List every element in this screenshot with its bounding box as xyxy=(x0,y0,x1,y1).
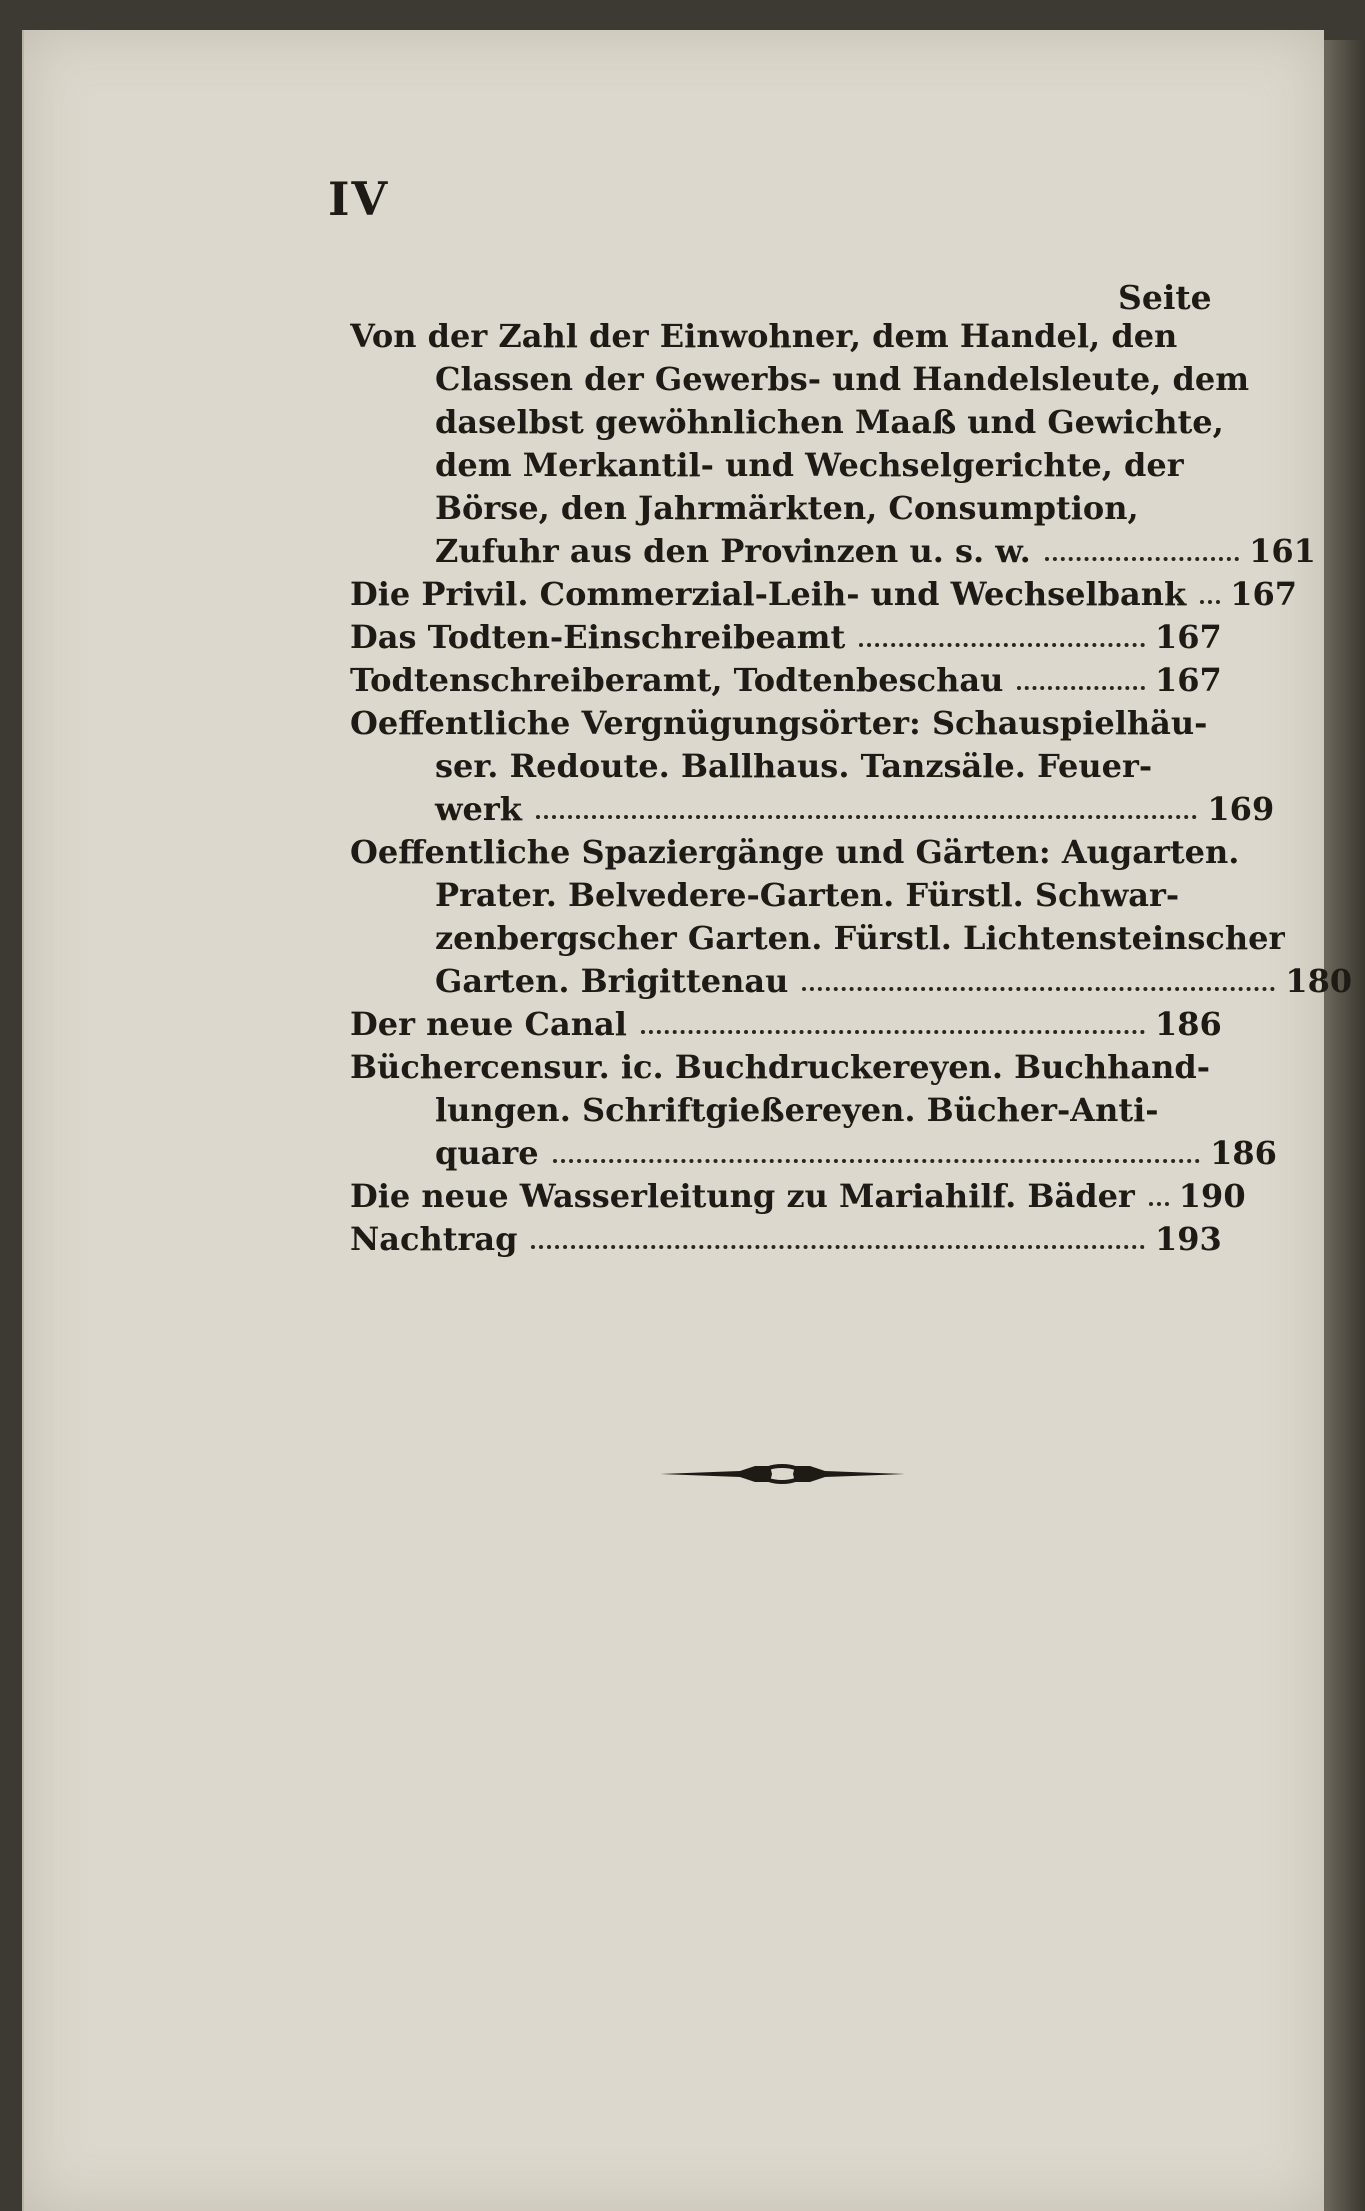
toc-entry-line: Die neue Wasserleitung zu Mariahilf. Bäder xyxy=(350,1177,1135,1215)
toc-entry-line: Todtenschreiberamt, Todtenbeschau xyxy=(350,661,1004,699)
toc-page-number: 186 xyxy=(1155,1005,1222,1043)
toc-entry xyxy=(350,1175,1246,1218)
toc-entry-text xyxy=(350,315,1249,573)
toc-entry xyxy=(350,1046,1277,1175)
toc-page-number: 169 xyxy=(1207,790,1275,828)
toc-entry-line: Classen der Gewerbs- und Handelsleute, dem xyxy=(435,360,1250,398)
toc-entry xyxy=(350,659,1222,702)
toc-entry-line: Von der Zahl der Einwohner, dem Handel, den xyxy=(350,317,1178,355)
dot-leader xyxy=(802,987,1275,991)
toc-entry xyxy=(350,1003,1222,1046)
toc-entry-line: ser. Redoute. Ballhaus. Tanzsäle. Feuer- xyxy=(435,747,1153,785)
toc-entry-line: lungen. Schriftgießereyen. Bücher-Anti- xyxy=(435,1091,1159,1129)
toc-entry-line: daselbst gewöhnlichen Maaß und Gewichte, xyxy=(435,403,1224,441)
toc-entry-line: zenbergscher Garten. Fürstl. Lichtensteinscher xyxy=(435,919,1286,957)
toc-entry-text xyxy=(350,573,1230,616)
toc-entry-text xyxy=(350,1218,1155,1261)
table-of-contents xyxy=(350,315,1353,1261)
toc-entry-line: Prater. Belvedere-Garten. Fürstl. Schwar- xyxy=(435,876,1180,914)
toc-entry xyxy=(350,1218,1222,1261)
toc-page-number: 167 xyxy=(1155,618,1222,656)
toc-page-number: 167 xyxy=(1155,661,1222,699)
toc-entry-text xyxy=(350,1046,1210,1175)
toc-page-number: 167 xyxy=(1230,575,1297,613)
toc-entry-line: Garten. Brigittenau xyxy=(435,962,789,1000)
toc-page-number: 193 xyxy=(1155,1220,1222,1258)
toc-entry xyxy=(350,616,1222,659)
toc-entry-text xyxy=(350,616,1155,659)
toc-entry-text xyxy=(350,659,1155,702)
toc-entry-line: dem Merkantil- und Wechselgerichte, der xyxy=(435,446,1184,484)
dot-leader xyxy=(1045,557,1239,561)
toc-entry-line: Der neue Canal xyxy=(350,1005,627,1043)
toc-page-number: 190 xyxy=(1178,1177,1246,1215)
toc-entry-line: Büchercensur. ic. Buchdruckereyen. Buchhand- xyxy=(350,1048,1211,1086)
toc-page-number: 161 xyxy=(1249,532,1316,570)
toc-entry-text xyxy=(350,831,1285,1003)
toc-entry-line: Nachtrag xyxy=(350,1220,518,1258)
toc-entry-line: quare xyxy=(435,1134,539,1172)
ornament-divider-icon xyxy=(660,1462,905,1486)
toc-entry-text xyxy=(350,1003,1155,1046)
dot-leader xyxy=(553,1159,1200,1163)
toc-entry xyxy=(350,702,1275,831)
toc-entry-text xyxy=(350,1175,1179,1218)
dot-leader xyxy=(536,815,1197,819)
toc-entry-line: Börse, den Jahrmärkten, Consumption, xyxy=(435,489,1139,527)
toc-entry-line: Oeffentliche Vergnügungsörter: Schauspielhäu- xyxy=(350,704,1208,742)
toc-entry xyxy=(350,573,1297,616)
toc-entry-line: Zufuhr aus den Provinzen u. s. w. xyxy=(435,532,1031,570)
toc-entry xyxy=(350,831,1353,1003)
toc-entry xyxy=(350,315,1316,573)
toc-entry-line: werk xyxy=(435,790,522,828)
dot-leader xyxy=(1017,686,1145,690)
toc-page-number: 186 xyxy=(1210,1134,1277,1172)
dot-leader xyxy=(1200,600,1220,604)
page-folio: IV xyxy=(328,172,390,226)
toc-entry-line: Das Todten-Einschreibeamt xyxy=(350,618,846,656)
dot-leader xyxy=(1149,1202,1169,1206)
column-heading: Seite xyxy=(1118,278,1212,317)
toc-entry-line: Oeffentliche Spaziergänge und Gärten: Augarten. xyxy=(350,833,1240,871)
dot-leader xyxy=(859,643,1145,647)
dot-leader xyxy=(641,1030,1145,1034)
toc-entry-text xyxy=(350,702,1207,831)
toc-page-number: 180 xyxy=(1285,962,1353,1000)
toc-entry-line: Die Privil. Commerzial-Leih- und Wechselbank xyxy=(350,575,1187,613)
dot-leader xyxy=(531,1245,1145,1249)
